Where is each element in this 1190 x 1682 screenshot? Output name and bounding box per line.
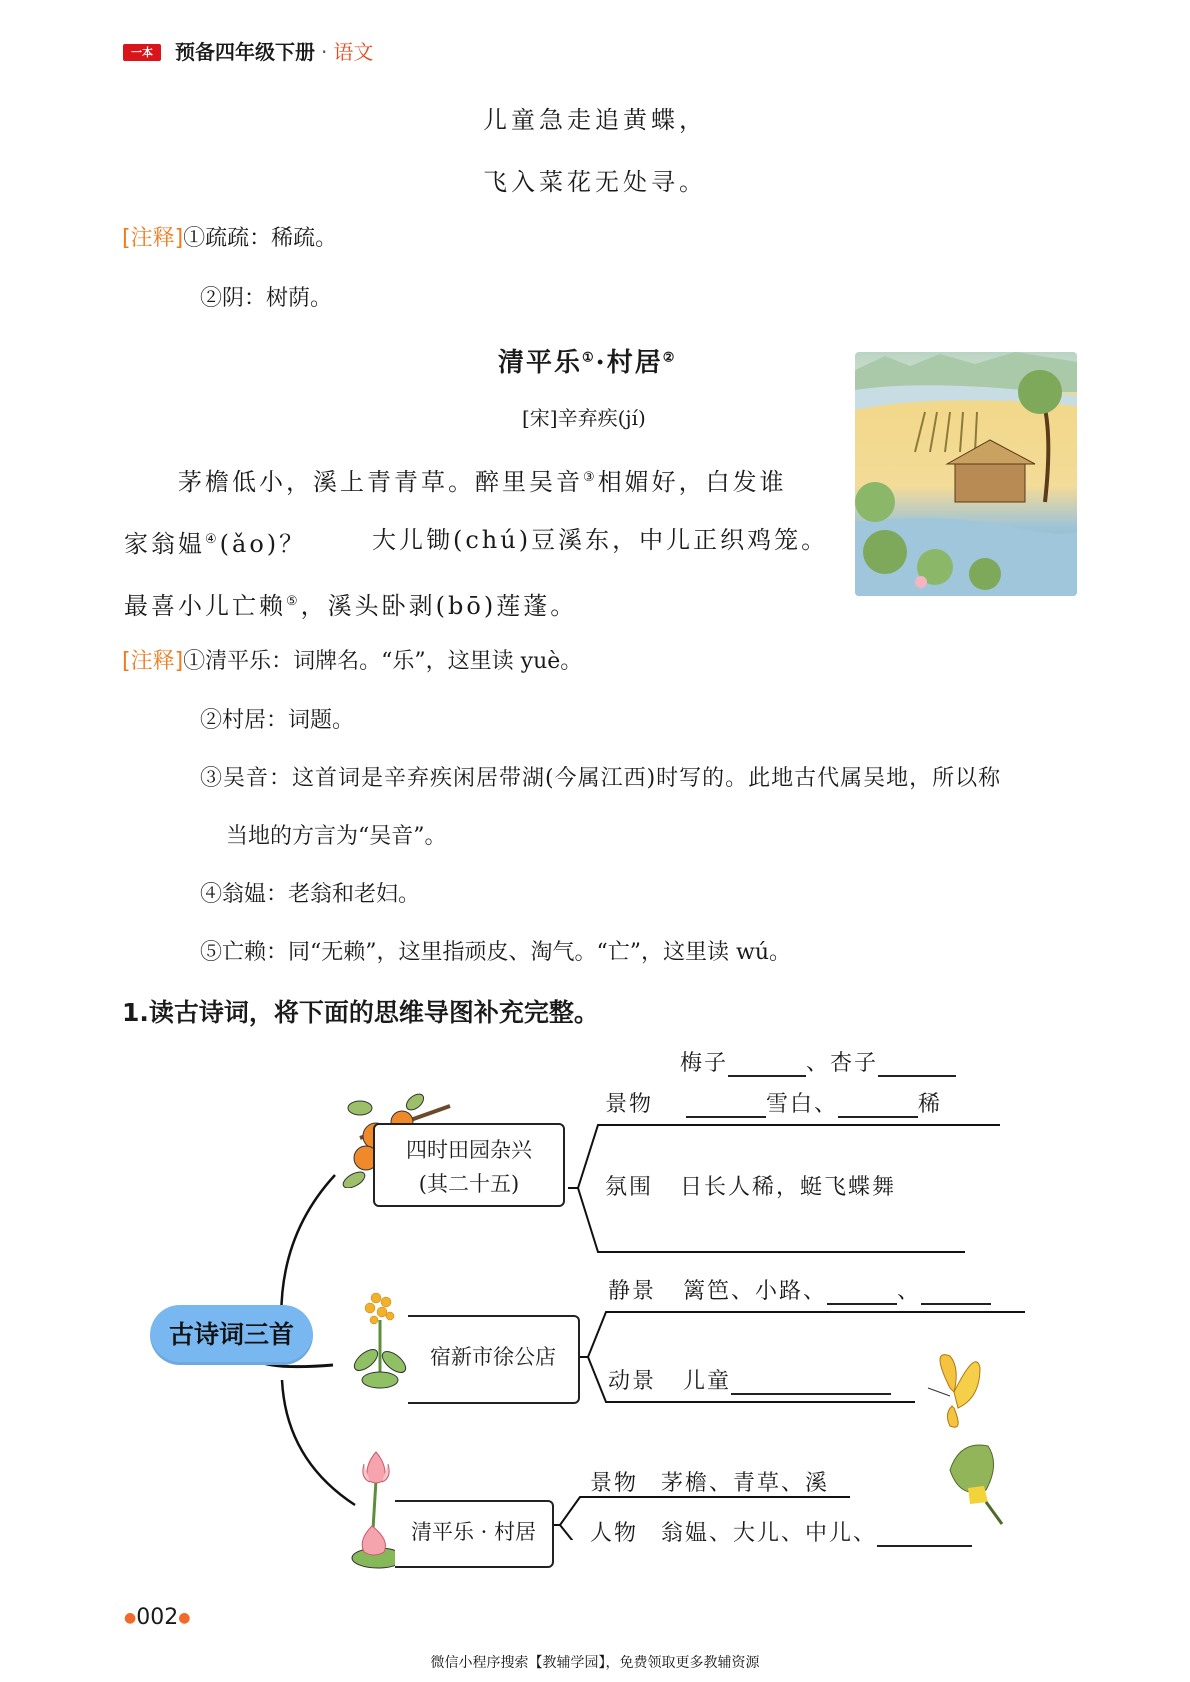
mindmap-connectors [0,1040,1190,1540]
mindmap-center-node: 古诗词三首 [150,1305,313,1365]
butterfly-icon [920,1348,986,1432]
answer-blank[interactable] [878,1053,956,1077]
poem-body-line: 最喜小儿亡赖⑤，溪头卧剥(bō)莲蓬。 [124,592,578,620]
mindmap-leaf: 景物 雪白、 稀 [605,1092,943,1117]
lotus-pod-icon [940,1440,1010,1530]
book-title [175,38,373,66]
mindmap-leaf: 景物 茅檐、青草、溪 [590,1471,830,1496]
mindmap-branch-node: 宿新市徐公店 [408,1315,580,1404]
note-item: ②村居：词题。 [200,708,355,733]
grade-label: 预备四年级下册 [175,40,315,64]
poem-author: [宋]辛弃疾(jí) [522,406,646,430]
village-scene-illustration [855,352,1077,596]
answer-blank[interactable] [827,1281,897,1305]
answer-blank[interactable] [731,1371,891,1395]
poem-line: 飞入菜花无处寻。 [483,168,707,196]
note-item: 当地的方言为“吴音”。 [226,824,447,849]
subject-label: 语文 [333,40,374,64]
note-tag: [注释] [122,226,184,251]
mindmap-branch-node: 清平乐 · 村居 [395,1500,554,1568]
note-item: ③吴音：这首词是辛弃疾闲居带湖(今属江西)时写的。此地古代属吴地，所以称 [200,766,1002,791]
poem-body-line: 茅檐低小，溪上青青草。醉里吴音③相媚好，白发谁 [178,468,787,496]
mindmap-leaf-extra: 梅子 、杏子 [680,1046,956,1077]
poem-line: 儿童急走追黄蝶， [483,106,707,134]
note-item: ④翁媪：老翁和老妇。 [200,882,421,907]
publisher-logo: 一本 [123,44,161,61]
note-tag: [注释] [122,649,184,674]
mindmap-branch-node: 四时田园杂兴 (其二十五) [373,1123,565,1207]
answer-blank[interactable] [838,1094,918,1118]
mindmap-leaf: 动景 儿童 [608,1364,891,1395]
page-dot-icon: ● [178,1610,191,1626]
mindmap-leaf: 氛围 日长人稀，蜓飞蝶舞 [605,1175,897,1200]
title-separator: · [321,40,328,64]
footer-promo: 微信小程序搜索【教辅学园】，免费领取更多教辅资源 [430,1655,760,1671]
poem-body-line: 家翁媪④(ǎo)？ [124,530,307,558]
mindmap-leaf: 静景 篱笆、小路、 、 [608,1274,991,1305]
page-number: ●002● [124,1605,191,1630]
poem-body-line: 大儿锄(chú)豆溪东，中儿正织鸡笼。 [372,526,829,554]
note-item: [注释]①疏疏：稀疏。 [122,226,338,251]
question-prompt: 1.读古诗词，将下面的思维导图补充完整。 [122,998,599,1027]
note-item: [注释]①清平乐：词牌名。“乐”，这里读 yuè。 [122,649,583,674]
note-item: ⑤亡赖：同“无赖”，这里指顽皮、淘气。“亡”，这里读 wú。 [200,940,791,965]
rapeseed-flower-icon [348,1290,412,1390]
note-item: ②阴：树荫。 [200,286,333,311]
answer-blank[interactable] [728,1053,806,1077]
answer-blank[interactable] [921,1281,991,1305]
answer-blank[interactable] [686,1094,766,1118]
page-dot-icon: ● [124,1610,137,1626]
mindmap-leaf: 人物 翁媪、大儿、中儿、 [590,1516,972,1547]
poem-title: 清平乐①·村居② [498,348,677,378]
